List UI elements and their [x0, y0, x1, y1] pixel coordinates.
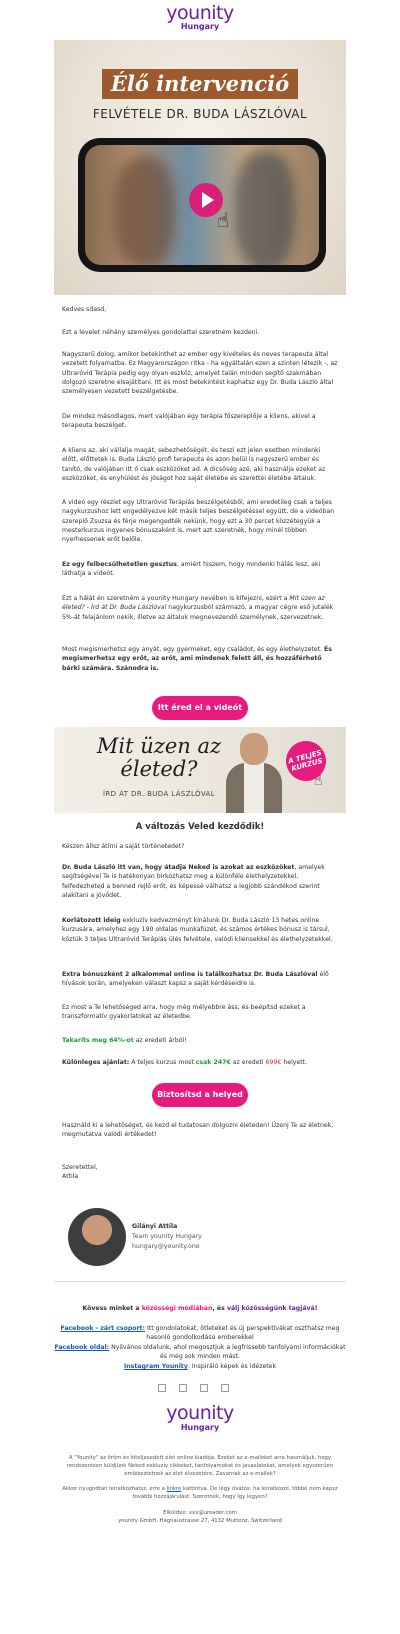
text-span: Kövess minket a [82, 1305, 142, 1312]
closing-paragraph [62, 1121, 338, 1140]
course-banner[interactable] [54, 727, 346, 813]
italic-text: Mit üzen az életed? - Írd át Dr. Buda Lászlóval [62, 595, 325, 612]
text-span: , amiért hiszem, hogy mindenki hálás lesz, aki láthatja a videót. [62, 561, 321, 578]
secure-spot-button[interactable]: Biztosítsd a helyed [152, 1083, 248, 1107]
social-icons [150, 1384, 250, 1394]
paragraph-5 [62, 498, 338, 544]
logo-wordmark: younity [166, 2, 234, 24]
bold-text: Dr. Buda László itt van, hogy átadja Neked is azokat az eszközöket [62, 864, 295, 871]
facebook-page-link[interactable]: Facebook oldal: [54, 1344, 110, 1351]
paragraph-text [62, 970, 338, 989]
hero-ribbon [102, 69, 298, 99]
banner-subtitle: ÍRD ÁT DR. BUDA LÁSZLÓVAL [102, 790, 216, 798]
paragraph-8 [62, 645, 338, 673]
text-span: , és [212, 1305, 227, 1312]
instagram-link[interactable]: Instagram Younity [123, 1363, 188, 1370]
social-lead [54, 1304, 346, 1313]
offer-question [62, 842, 338, 851]
sent-to-text: Elküldve: xxx@ureader.com [163, 1510, 237, 1516]
paragraph-text [62, 916, 338, 944]
offer-paragraph-4 [62, 1003, 338, 1022]
paragraph-text [62, 1036, 338, 1045]
intro-text [62, 305, 338, 314]
section-heading: A változás Veled kezdődik! [135, 822, 265, 832]
bold-text: Korlátozott ideig [62, 917, 121, 924]
greeting: Kedves sdasd, [62, 306, 107, 313]
hand-cursor-icon: ☝ [314, 773, 323, 789]
footer-logo[interactable] [0, 1403, 400, 1432]
hero-title: Élő intervenció [110, 71, 290, 96]
paragraph-text [62, 1058, 338, 1067]
avatar [68, 1208, 126, 1266]
instagram-line [54, 1362, 346, 1371]
cta-row-2 [0, 1083, 400, 1107]
regards-text: Szeretettel, [62, 1164, 98, 1171]
text-span: helyett. [281, 1059, 308, 1066]
instructor-photo [222, 733, 286, 813]
cta-row-1 [0, 696, 400, 720]
paragraph-text: Készen állsz átírni a saját történetedet? [62, 843, 185, 850]
facebook-page-line [54, 1343, 346, 1362]
blurred-person-right [235, 151, 295, 265]
paragraph-text [62, 560, 338, 579]
paragraph-text: De mindez másodlagos, mert valójában egy terápia főszereplője a kliens, akivel a terapeuta beszélget. [62, 413, 316, 430]
text-span: az eredeti árból! [133, 1037, 187, 1044]
paragraph-text: Ezt a levelet néhány személyes gondolattal szeretném kezdeni. [62, 329, 260, 336]
offer-paragraph-2 [62, 916, 338, 944]
bold-text: Különleges ajánlat: [62, 1059, 130, 1066]
paragraph-7 [62, 594, 338, 622]
logo-subtitle: Hungary [180, 1423, 220, 1432]
paragraph-text: A videó egy részlet egy Ultraróvid Terápiás beszélgetésből, ami eredetileg csak a teljes nagykurzushoz lett engedélyezve két másik teljes beszélgetéssel együtt, de a videóban szereplő Zsuzsa és férje megengedték nekünk, hogy ezt a 30 percet közzétegyük a mesterkurzus ingyenes bónuszaként is, mert azt szeretnék, hogy minél többen nyerhessenek erőt belőle. [62, 499, 335, 544]
watch-video-button[interactable]: Itt éred el a videót [152, 696, 248, 720]
website-icon[interactable] [221, 1384, 229, 1392]
bold-text: Extra bónuszként 2 alkalommal online is találkozhatsz Dr. Buda Lászlóval [62, 971, 318, 978]
signature-team: Team younity Hungary [132, 1233, 202, 1240]
facebook-group-link[interactable]: Facebook - zárt csoport: [60, 1325, 145, 1332]
sender-name: Attila [62, 1173, 79, 1181]
offer-paragraph-3 [62, 970, 338, 989]
footer-disclaimer [62, 1454, 338, 1478]
savings-line [62, 1036, 338, 1045]
paragraph-text [62, 594, 338, 622]
text-span: Nyilvános oldalunk, ahol megosztjuk a legfrissebb tanfolyami információkat és még sok minden mást. [109, 1344, 346, 1361]
social-media-link[interactable]: közösségi médiában [141, 1305, 213, 1312]
signature-text [132, 1222, 202, 1252]
paragraph-6 [62, 560, 338, 579]
text-span: kattintva. De légy óvatos: ha leiratkozol, többé nem kapsz további hozzájárulást. Szeretnék, hogy így legyen? [132, 1486, 338, 1500]
social-lead-text [82, 1305, 317, 1312]
blurred-person-left [115, 157, 175, 265]
text-span: exkluzív kedvezményt kínálunk Dr. Buda László 13 hetes online kurzusára, amelyhez egy 190 oldalas munkafüzet, és számos értékes bónusz is társul, köztük 3 teljes Ultraróvid Terápiás ülés felvétele, valódi kliensekkel és élethelyzetekkel. [62, 917, 333, 943]
text-span: Ezt a hálát én szeretném a younity Hungary nevében is kifejezni, ezért a [62, 595, 290, 602]
text-span: Akkor nyugodtan leiratkozhatsz, erre a [62, 1486, 167, 1492]
signature-email[interactable]: hungary@younity.one [132, 1243, 200, 1250]
footer-text: A "Younity" az öröm és kiteljesedett élet online kiadója. Ezeket az e-maileket arra használjuk, hogy rendszeresen küldjünk Neked exkluzív cikkeket, tanfolyamokat és javaslatokat, amelyek egyszerűen emlékeztetnek az élet élvezetére. Zavarnak az e-mailek? [66, 1455, 334, 1477]
instagram-icon[interactable] [179, 1384, 187, 1392]
paragraph-1 [62, 328, 338, 337]
special-offer-line [62, 1058, 338, 1067]
instructor-shirt [244, 763, 264, 813]
join-community-link[interactable]: válj közösségünk tagjává [226, 1305, 315, 1312]
text-span: nagykurzusból származó, a magyar cégre eső jutalék 5%-át felajánlom nekik, illetve az általuk megnevezendő személynek, szervezetnek. [62, 604, 334, 621]
hand-cursor-icon: ☝ [217, 208, 230, 232]
text-span: Itt gondolatokat, ötleteket és új perspektívákat oszthatsz meg hasonló gondolkodású emberekkel [144, 1325, 340, 1342]
text-span: A teljes kurzus most [129, 1059, 196, 1066]
company-address: younity GmbH, Hagnaustrasse 27, 4132 Muttenz, Switzerland [118, 1518, 282, 1524]
paragraph-4 [62, 446, 338, 483]
unsubscribe-link[interactable]: linkre [166, 1486, 182, 1492]
banner-headline: Mit üzen az életed? [96, 734, 222, 781]
savings-highlight: Takaríts meg 64%-ot [62, 1037, 134, 1044]
divider [54, 1281, 346, 1282]
text-span: , amelyek segítségével Te is hatékonyan birkózhatsz meg a különféle élethelyzetekkel, felfedezheted a benned rejlő erőt, és képessé válhatsz a legjobb szándékod szerint alakítani a jövődet. [62, 864, 325, 899]
paragraph-text: Nagyszerű dolog, amikor betekinthet az ember egy kivételes és neves terapeuta által vezetett folyamatba. Ez Magyarországon ritka - ha egyáltalán ezen a szinten létezik -, az Ultraróvid Terápia pedig egy olyan eszköz, amelyet talán minden segítő szakmában dolgozó szeretne elsajátítani. Itt és most betekintést kaphatsz egy Dr. Buda László által személyesen vezetett beszélgetésbe. [62, 351, 338, 396]
text-span: az eredeti [230, 1059, 266, 1066]
paragraph-2 [62, 350, 338, 396]
offer-title [62, 821, 338, 834]
text-span: ! [314, 1305, 318, 1312]
full-course-badge[interactable]: A TELJES KURZUS [282, 737, 331, 786]
text-span: élő hívások során, amelyeken választ kapsz a saját kérdéseidre is. [62, 971, 329, 988]
text-span: : Inspiráló képek és idézetek [187, 1363, 277, 1370]
footer-unsubscribe [62, 1485, 338, 1501]
footer-address [62, 1509, 338, 1525]
hero-subtitle: FELVÉTELE DR. BUDA LÁSZLÓVAL [92, 107, 308, 121]
footer-text [62, 1485, 338, 1501]
phone-mockup [78, 138, 326, 272]
hero-video-banner[interactable] [54, 40, 346, 295]
video-thumbnail[interactable] [85, 145, 319, 265]
instructor-head [240, 733, 268, 765]
signature-name: Gilányi Attila [132, 1223, 178, 1230]
logo-wordmark: younity [166, 1402, 234, 1424]
bold-text: Ez egy felbecsülhetetlen gesztus [62, 561, 177, 568]
paragraph-text [62, 645, 338, 673]
sign-off [62, 1163, 338, 1182]
logo-subtitle: Hungary [180, 22, 220, 31]
paragraph-3 [62, 412, 338, 431]
paragraph-text [62, 863, 338, 900]
offer-paragraph-1 [62, 863, 338, 900]
text-span: Most megismerhetsz egy anyát, egy gyermeket, egy családot, és egy élethelyzetet. [62, 646, 324, 653]
facebook-group-line [54, 1324, 346, 1343]
sale-price: csak 247€ [195, 1059, 231, 1066]
facebook-icon[interactable] [158, 1384, 166, 1392]
original-price: 699€ [265, 1059, 282, 1066]
signature-block [68, 1208, 338, 1268]
paragraph-text: Ez most a Te lehetőséged arra, hogy még mélyebbre áss, és beépítsd ezeket a transzformatív gyakorlatokat az életedbe. [62, 1004, 306, 1021]
paragraph-text: A kliens az, aki vállalja magát, sebezhetőségét, és teszi ezt jelen esetben mindenki előtt, előttetek is. Buda László profi terapeuta és azon belül is nagyszerű ember és tanító, de valójában itt ő csak eszközöket ad. A dicsőség azé, aki használja ezeket az eszközöket, és enyhülést és jóságot hoz saját életébe és szerettei életébe általuk. [62, 447, 326, 482]
youtube-icon[interactable] [200, 1384, 208, 1392]
bold-text: És megismerhetsz egy erőt, az erőt, ami mindenek felett áll, és hozzáférhető bárki számára. Szánodra is. [62, 646, 332, 672]
paragraph-text: Használd ki a lehetőséget, és kezd el tudatosan dolgozni életeden! Üzenj Te az életnek, megmutatva valódi értékedet! [62, 1122, 334, 1139]
younity-logo[interactable] [0, 0, 400, 40]
